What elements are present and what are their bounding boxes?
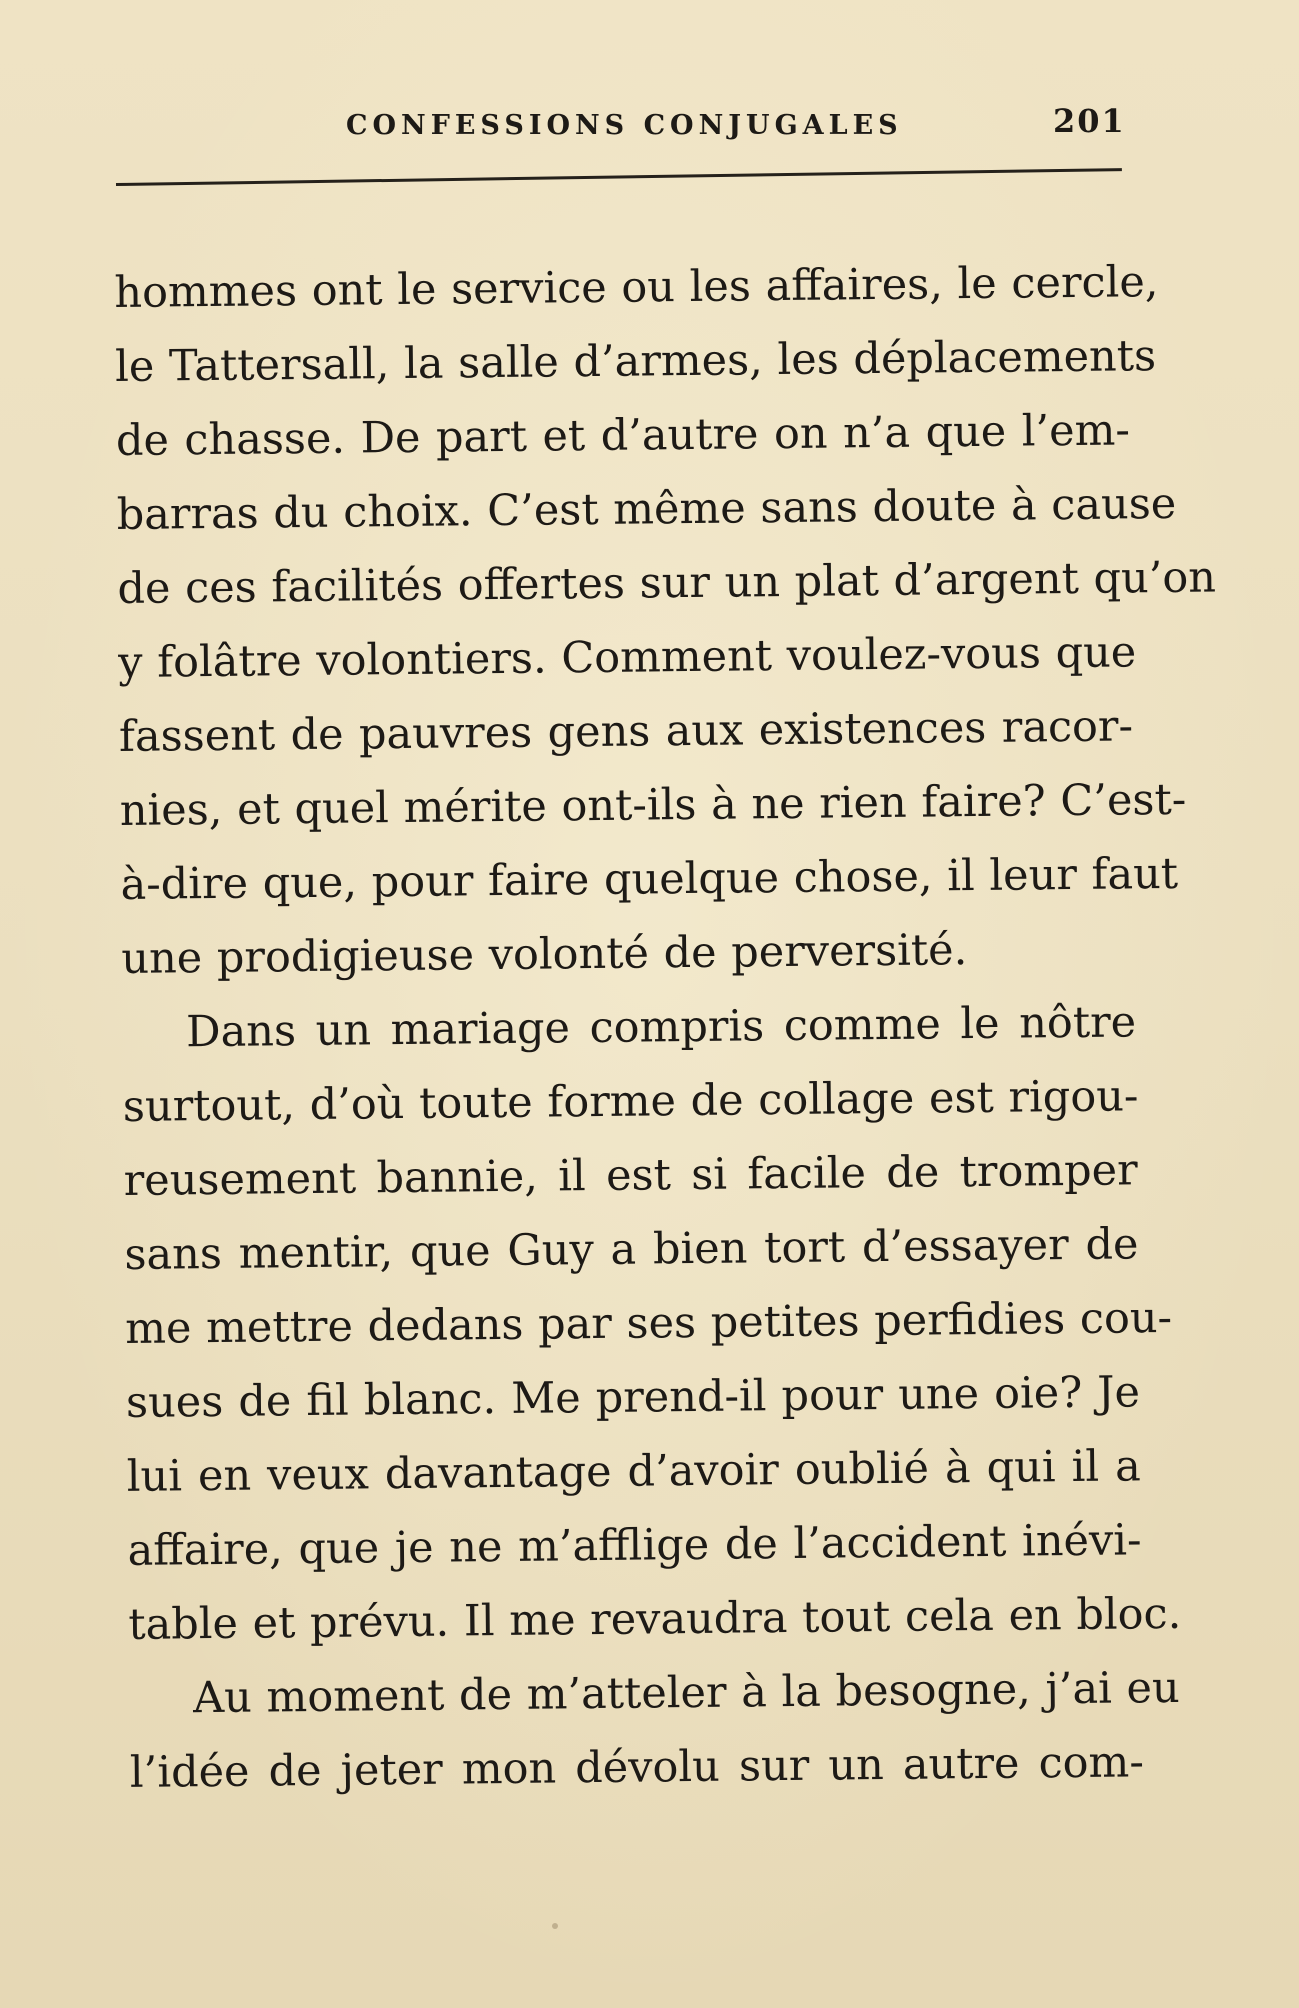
text-line: reusement bannie, il est si facile de tromper xyxy=(123,1145,1138,1206)
header-rule xyxy=(116,168,1122,186)
text-line: hommes ont le service ou les affaires, le cercle, xyxy=(114,257,1159,318)
text-line: affaire, que je ne m’afflige de l’accident inévi- xyxy=(127,1515,1142,1576)
text-line: à-dire que, pour faire quelque chose, il leur faut xyxy=(120,848,1179,910)
text-line: surtout, d’où toute forme de collage est rigou- xyxy=(122,1071,1139,1132)
text-line: une prodigieuse volonté de perversité. xyxy=(121,925,968,984)
page-number: 201 xyxy=(1053,102,1126,140)
text-line: Dans un mariage compris comme le nôtre xyxy=(185,997,1137,1058)
text-line: y folâtre volontiers. Comment voulez-vous que xyxy=(118,627,1137,688)
text-line: table et prévu. Il me revaudra tout cela en bloc. xyxy=(128,1588,1182,1650)
text-line: nies, et quel mérite ont-ils à ne rien faire? C’est- xyxy=(119,774,1187,836)
running-title: CONFESSIONS CONJUGALES xyxy=(346,110,903,141)
paper-speck xyxy=(552,1923,558,1929)
text-line: lui en veux davantage d’avoir oublié à qui il a xyxy=(126,1441,1141,1502)
running-head xyxy=(0,100,1299,150)
text-line: sans mentir, que Guy a bien tort d’essayer de xyxy=(124,1219,1139,1280)
text-line: de ces facilités offertes sur un plat d’argent qu’on xyxy=(117,552,1217,614)
text-line: le Tattersall, la salle d’armes, les déplacements xyxy=(114,331,1157,392)
body-text xyxy=(114,245,1217,1810)
text-line: l’idée de jeter mon dévolu sur un autre com- xyxy=(129,1737,1145,1798)
text-line: me mettre dedans par ses petites perfidies cou- xyxy=(124,1292,1173,1354)
text-line: sues de fil blanc. Me prend-il pour une oie? Je xyxy=(125,1367,1141,1428)
text-line: de chasse. De part et d’autre on n’a que l’em- xyxy=(115,405,1131,466)
text-line: Au moment de m’atteler à la besogne, j’ai eu xyxy=(192,1662,1180,1724)
text-line: barras du choix. C’est même sans doute à cause xyxy=(116,478,1177,540)
text-line: fassent de pauvres gens aux existences racor- xyxy=(118,701,1134,762)
